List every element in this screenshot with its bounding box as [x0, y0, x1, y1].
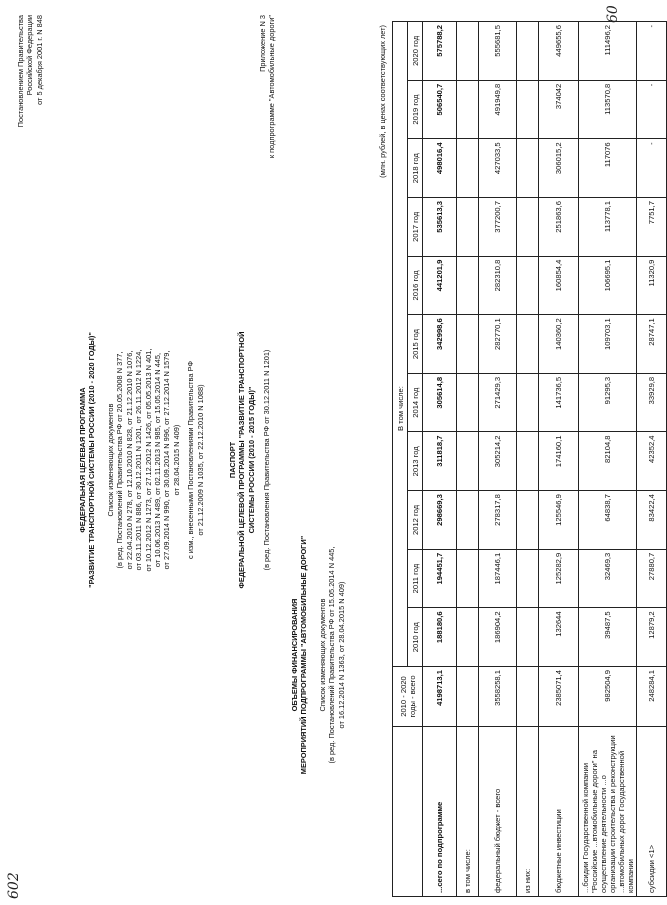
row-total	[457, 667, 479, 727]
year-value-cell	[457, 491, 479, 550]
table-row	[539, 22, 579, 897]
program-title-line: ФЕДЕРАЛЬНАЯ ЦЕЛЕВАЯ ПРОГРАММА	[78, 387, 87, 533]
year-value-cell: 117076	[579, 139, 637, 198]
year-value-cell	[457, 198, 479, 257]
year-value-cell: 298669,3	[423, 491, 457, 550]
year-value-cell: 305214,2	[479, 432, 517, 491]
volumes-title-line: ОБЪЕМЫ ФИНАНСИРОВАНИЯ	[290, 598, 299, 712]
passport-line: СИСТЕМЫ РОССИИ (2010 - 2015 ГОДЫ)"	[246, 386, 256, 534]
year-value-cell: 12879,2	[637, 608, 667, 667]
year-value-cell	[457, 22, 479, 81]
year-header: 2011 год	[408, 549, 423, 608]
approval-line: Постановлением Правительства	[16, 15, 25, 128]
year-value-cell: 32469,3	[579, 549, 637, 608]
year-value-cell: 141736,5	[539, 373, 579, 432]
year-value-cell: 91295,3	[579, 373, 637, 432]
year-value-cell	[517, 139, 539, 198]
year-value-cell: 7751,7	[637, 198, 667, 257]
changes-line: от 03.11.2011 N 886, от 30.12.2011 N 1201, от 26.11.2012 N 1224,	[134, 349, 144, 571]
year-value-cell: 427033,5	[479, 139, 517, 198]
year-value-cell: 113778,1	[579, 198, 637, 257]
year-value-cell: 555681,5	[479, 22, 517, 81]
approval-line: от 5 декабря 2001 г. N 848	[34, 15, 44, 105]
year-header: 2016 год	[408, 256, 423, 315]
volumes-title	[290, 485, 309, 825]
changes-heading: Список изменяющих документов	[106, 403, 115, 517]
year-value-cell	[517, 608, 539, 667]
year-value-cell: 449655,6	[539, 22, 579, 81]
year-header: 2018 год	[408, 139, 423, 198]
approval-block	[16, 15, 44, 265]
row-total: 2385071,4	[539, 667, 579, 727]
year-header: 2015 год	[408, 315, 423, 374]
year-value-cell: 33929,8	[637, 373, 667, 432]
program-title	[78, 250, 97, 670]
table-row	[479, 22, 517, 897]
table-row	[457, 22, 479, 897]
year-value-cell: 506540,7	[423, 80, 457, 139]
year-value-cell: 498016,4	[423, 139, 457, 198]
approval-line: Российской Федерации	[25, 15, 35, 96]
year-value-cell: -	[637, 22, 667, 81]
including-header: В том числе:	[393, 22, 408, 667]
changes-heading: Список изменяющих документов	[318, 598, 327, 712]
year-value-cell	[457, 608, 479, 667]
year-value-cell: 174160,1	[539, 432, 579, 491]
year-value-cell: 11320,9	[637, 256, 667, 315]
year-value-cell: 282310,8	[479, 256, 517, 315]
year-value-cell: 441201,9	[423, 256, 457, 315]
year-value-cell	[457, 139, 479, 198]
year-value-cell: 160854,4	[539, 256, 579, 315]
row-label: ...сего по подпрограмме	[423, 727, 457, 897]
year-value-cell: 106695,1	[579, 256, 637, 315]
year-header: 2017 год	[408, 198, 423, 257]
units-note: (млн. рублей, в ценах соответствующих лет)	[378, 25, 387, 178]
year-value-cell: 109703,1	[579, 315, 637, 374]
year-value-cell: 82104,8	[579, 432, 637, 491]
row-total: 3558258,1	[479, 667, 517, 727]
passport-title	[228, 250, 256, 670]
row-total: 4198713,1	[423, 667, 457, 727]
year-header: 2014 год	[408, 373, 423, 432]
table-header-row	[393, 22, 408, 897]
year-value-cell	[457, 432, 479, 491]
year-value-cell	[457, 80, 479, 139]
table-row	[579, 22, 637, 897]
year-value-cell: 377200,7	[479, 198, 517, 257]
changes-line: от 27.09.2014 N 990, от 30.09.2014 N 996, от 27.12.2014 N 1579,	[162, 350, 172, 570]
appendix-line: к подпрограмме "Автомобильные дороги"	[267, 15, 277, 159]
handwritten-page-number: 60	[605, 5, 621, 23]
year-value-cell: 125282,9	[539, 549, 579, 608]
year-value-cell: 186904,2	[479, 608, 517, 667]
year-value-cell	[517, 315, 539, 374]
year-value-cell: 188180,6	[423, 608, 457, 667]
year-value-cell: 125546,9	[539, 491, 579, 550]
passport-heading: ПАСПОРТ	[228, 441, 237, 479]
year-value-cell	[457, 256, 479, 315]
year-value-cell: 27880,7	[637, 549, 667, 608]
row-label: ...бсидии Государственной компании "Российские ...втомобильные дороги" на осуществление деятельности ...о организации строительства и реконструкции ...втомобильных дорог Государственной компании	[579, 727, 637, 897]
year-value-cell: 187446,1	[479, 549, 517, 608]
year-value-cell	[517, 22, 539, 81]
volumes-title-line: МЕРОПРИЯТИЙ ПОДПРОГРАММЫ "АВТОМОБИЛЬНЫЕ ДОРОГИ"	[299, 535, 309, 775]
row-label: бюджетные инвестиции	[539, 727, 579, 897]
year-value-cell: 39487,5	[579, 608, 637, 667]
year-value-cell: -	[637, 139, 667, 198]
year-value-cell	[517, 80, 539, 139]
year-value-cell: 111496,2	[579, 22, 637, 81]
changes-line: от 10.12.2012 N 1273, от 27.12.2012 N 1426, от 05.05.2013 N 401,	[143, 348, 153, 572]
label-header	[393, 727, 423, 897]
row-total	[517, 667, 539, 727]
year-value-cell	[457, 315, 479, 374]
changes-line: от 21.12.2009 N 1035, от 22.12.2010 N 1088)	[195, 384, 205, 536]
year-value-cell	[517, 549, 539, 608]
year-value-cell: 374042	[539, 80, 579, 139]
changes-line: (в ред. Постановлений Правительства РФ от 15.05.2014 N 445,	[327, 546, 337, 764]
year-value-cell: 306015,2	[539, 139, 579, 198]
row-total: 982504,9	[579, 667, 637, 727]
financing-table	[392, 21, 667, 897]
year-value-cell: 194451,7	[423, 549, 457, 608]
year-value-cell: 64838,7	[579, 491, 637, 550]
year-value-cell: 305614,8	[423, 373, 457, 432]
year-header: 2013 год	[408, 432, 423, 491]
table-row	[517, 22, 539, 897]
year-value-cell: -	[637, 80, 667, 139]
year-value-cell: 575788,2	[423, 22, 457, 81]
year-value-cell: 42352,4	[637, 432, 667, 491]
year-value-cell	[517, 198, 539, 257]
year-value-cell	[457, 549, 479, 608]
year-header: 2020 год	[408, 22, 423, 81]
year-value-cell: 278317,8	[479, 491, 517, 550]
year-value-cell: 132644	[539, 608, 579, 667]
year-value-cell	[517, 491, 539, 550]
year-value-cell	[457, 373, 479, 432]
changes-line: с изм., внесенными Постановлениями Правительства РФ	[186, 361, 196, 560]
year-value-cell: 535613,3	[423, 198, 457, 257]
table-body	[423, 22, 667, 897]
row-label: субсидии <1>	[637, 727, 667, 897]
row-total: 248284,1	[637, 667, 667, 727]
year-value-cell: 342998,6	[423, 315, 457, 374]
table-row	[423, 22, 457, 897]
year-value-cell: 282770,1	[479, 315, 517, 374]
year-value-cell	[517, 432, 539, 491]
changes-line: от 16.12.2014 N 1363, от 28.04.2015 N 409)	[336, 581, 346, 729]
year-value-cell: 491949,8	[479, 80, 517, 139]
year-value-cell: 140360,2	[539, 315, 579, 374]
handwritten-page-mark: 602	[6, 872, 22, 899]
changes-line: (в ред. Постановлений Правительства РФ от 20.05.2008 N 377,	[115, 351, 125, 569]
year-value-cell	[517, 256, 539, 315]
changes-line: от 22.04.2010 N 278, от 12.10.2010 N 828, от 21.12.2010 N 1076,	[124, 350, 134, 570]
year-value-cell: 113570,8	[579, 80, 637, 139]
program-changes	[106, 250, 205, 670]
row-label: федеральный бюджет - всего	[479, 727, 517, 897]
year-value-cell: 83422,4	[637, 491, 667, 550]
year-header: 2012 год	[408, 491, 423, 550]
appendix-line: Приложение N 3	[258, 15, 267, 72]
appendix-block	[258, 15, 277, 265]
passport-line: ФЕДЕРАЛЬНОЙ ЦЕЛЕВОЙ ПРОГРАММЫ "РАЗВИТИЕ ТРАНСПОРТНОЙ	[237, 331, 247, 589]
passport-edition: (в ред. Постановления Правительства РФ от 30.12.2011 N 1201)	[262, 349, 271, 571]
year-value-cell: 271429,3	[479, 373, 517, 432]
total-header: 2010 - 2020 годы - всего	[393, 667, 423, 727]
year-header: 2010 год	[408, 608, 423, 667]
year-value-cell: 28747,1	[637, 315, 667, 374]
changes-line: от 28.04.2015 N 409)	[171, 424, 181, 496]
program-title-line: "РАЗВИТИЕ ТРАНСПОРТНОЙ СИСТЕМЫ РОССИИ (2010 - 2020 ГОДЫ)"	[87, 332, 97, 588]
year-value-cell	[517, 373, 539, 432]
year-value-cell: 311818,7	[423, 432, 457, 491]
row-label: в том числе:	[457, 727, 479, 897]
table-row	[637, 22, 667, 897]
changes-line: от 10.06.2013 N 489, от 02.11.2013 N 985, от 15.05.2014 N 445,	[153, 352, 163, 568]
year-value-cell: 251863,6	[539, 198, 579, 257]
year-header: 2019 год	[408, 80, 423, 139]
row-label: из них:	[517, 727, 539, 897]
volumes-changes	[318, 485, 346, 825]
